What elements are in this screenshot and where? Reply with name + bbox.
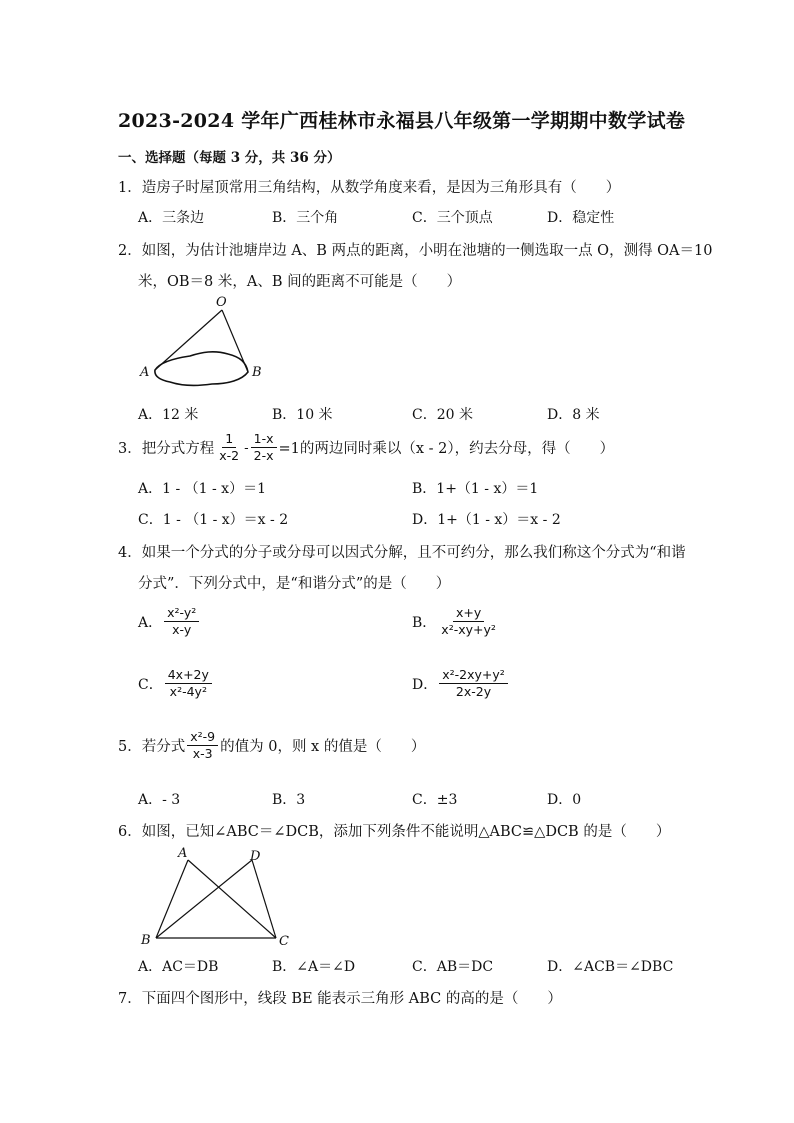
q4-b-fraction xyxy=(438,606,499,638)
question-5-text xyxy=(118,730,425,762)
q5-option-d[interactable]: D．0 xyxy=(547,792,582,808)
q3-f1-numerator: 1 xyxy=(222,432,236,448)
q5-option-b[interactable]: B．3 xyxy=(272,792,306,808)
q3-suffix: =1的两边同时乘以（x - 2），约去分母，得（ ） xyxy=(278,441,615,458)
q3-f1-denominator: x-2 xyxy=(219,448,240,464)
q6-option-a[interactable]: A．AC＝DB xyxy=(138,959,219,975)
question-3-text xyxy=(118,432,614,464)
q3-f2-numerator: 1-x xyxy=(251,432,277,448)
q4-a-label: A． xyxy=(138,614,163,631)
q4-option-c[interactable] xyxy=(138,668,214,700)
q4-c-denominator: x²-4y² xyxy=(169,684,207,700)
quadrilateral-figure xyxy=(134,842,304,950)
question-2-line-1: 2．如图，为估计池塘岸边 A、B 两点的距离，小明在池塘的一侧选取一点 O，测得 OA＝10 xyxy=(118,243,713,259)
question-4-line-1: 4．如果一个分式的分子或分母可以因式分解，且不可约分，那么我们称这个分式为“和谐 xyxy=(118,545,686,561)
q6-option-c[interactable]: C．AB＝DC xyxy=(412,959,494,975)
q2-option-c[interactable]: C．20 米 xyxy=(412,407,473,423)
segment-ac xyxy=(188,860,276,938)
q3-option-b[interactable]: B．1+（1 - x）＝1 xyxy=(412,481,539,497)
q5-fraction xyxy=(187,730,218,762)
q5-numerator: x²-9 xyxy=(187,730,218,746)
q4-d-denominator: 2x-2y xyxy=(455,684,492,700)
segment-ab xyxy=(156,860,188,938)
q6-option-b[interactable]: B．∠A＝∠D xyxy=(272,959,356,975)
q5-suffix: 的值为 0，则 x 的值是（ ） xyxy=(220,739,426,756)
vertex-b-label: B xyxy=(141,933,151,948)
q3-fraction-1 xyxy=(216,432,242,464)
q3-fraction-2 xyxy=(251,432,277,464)
q4-c-label: C． xyxy=(138,676,163,693)
q1-option-a[interactable]: A．三条边 xyxy=(138,210,205,226)
point-a-label: A xyxy=(140,365,150,380)
q4-a-denominator: x-y xyxy=(172,622,192,638)
section-heading: 一、选择题（每题 3 分，共 36 分） xyxy=(118,150,341,166)
segment-db xyxy=(156,860,252,938)
q5-option-a[interactable]: A．- 3 xyxy=(138,792,181,808)
question-4-line-2: 分式”．下列分式中，是“和谐分式”的是（ ） xyxy=(138,576,451,592)
exam-title: 2023-2024 学年广西桂林市永福县八年级第一学期期中数学试卷 xyxy=(118,110,686,132)
q4-d-label: D． xyxy=(412,676,438,693)
vertex-c-label: C xyxy=(279,934,289,949)
q4-c-numerator: 4x+2y xyxy=(165,668,212,684)
point-o-label: O xyxy=(216,295,227,310)
q4-option-b[interactable] xyxy=(412,606,501,638)
q4-a-numerator: x²-y² xyxy=(164,606,199,622)
q4-c-fraction xyxy=(165,668,212,700)
segment-oa xyxy=(155,310,222,370)
q4-b-label: B． xyxy=(412,614,437,631)
q4-a-fraction xyxy=(164,606,199,638)
point-b-label: B xyxy=(252,365,262,380)
q3-option-d[interactable]: D．1+（1 - x）＝x - 2 xyxy=(412,512,561,528)
q1-option-d[interactable]: D．稳定性 xyxy=(547,210,615,226)
q3-prefix: 3．把分式方程 xyxy=(118,441,215,458)
q1-option-c[interactable]: C．三个顶点 xyxy=(412,210,493,226)
pond-figure xyxy=(132,292,272,392)
q6-option-d[interactable]: D．∠ACB＝∠DBC xyxy=(547,959,674,975)
q3-option-a[interactable]: A．1 - （1 - x）＝1 xyxy=(138,481,266,497)
question-2-line-2: 米，OB＝8 米，A、B 间的距离不可能是（ ） xyxy=(138,274,462,290)
vertex-a-label: A xyxy=(178,846,188,861)
segment-dc xyxy=(252,860,276,938)
question-7-text: 7．下面四个图形中，线段 BE 能表示三角形 ABC 的高的是（ ） xyxy=(118,991,562,1007)
q4-b-denominator: x²-xy+y² xyxy=(441,622,496,638)
q5-denominator: x-3 xyxy=(192,746,213,762)
q2-option-b[interactable]: B．10 米 xyxy=(272,407,333,423)
q2-option-a[interactable]: A．12 米 xyxy=(138,407,199,423)
vertex-d-label: D xyxy=(250,849,261,864)
q3-minus: - xyxy=(244,440,249,456)
question-1-text: 1．造房子时屋顶常用三角结构，从数学角度来看，是因为三角形具有（ ） xyxy=(118,180,621,196)
question-6-text: 6．如图，已知∠ABC＝∠DCB，添加下列条件不能说明△ABC≌△DCB 的是（ ） xyxy=(118,824,671,840)
q5-option-c[interactable]: C．±3 xyxy=(412,792,458,808)
q5-prefix: 5．若分式 xyxy=(118,739,186,756)
q4-d-fraction xyxy=(439,668,508,700)
q1-option-b[interactable]: B．三个角 xyxy=(272,210,339,226)
q4-b-numerator: x+y xyxy=(453,606,484,622)
q4-d-numerator: x²-2xy+y² xyxy=(439,668,508,684)
q3-option-c[interactable]: C．1 - （1 - x）＝x - 2 xyxy=(138,512,289,528)
q4-option-d[interactable] xyxy=(412,668,510,700)
q4-option-a[interactable] xyxy=(138,606,201,638)
q2-option-d[interactable]: D．8 米 xyxy=(547,407,600,423)
q3-f2-denominator: 2-x xyxy=(253,448,274,464)
